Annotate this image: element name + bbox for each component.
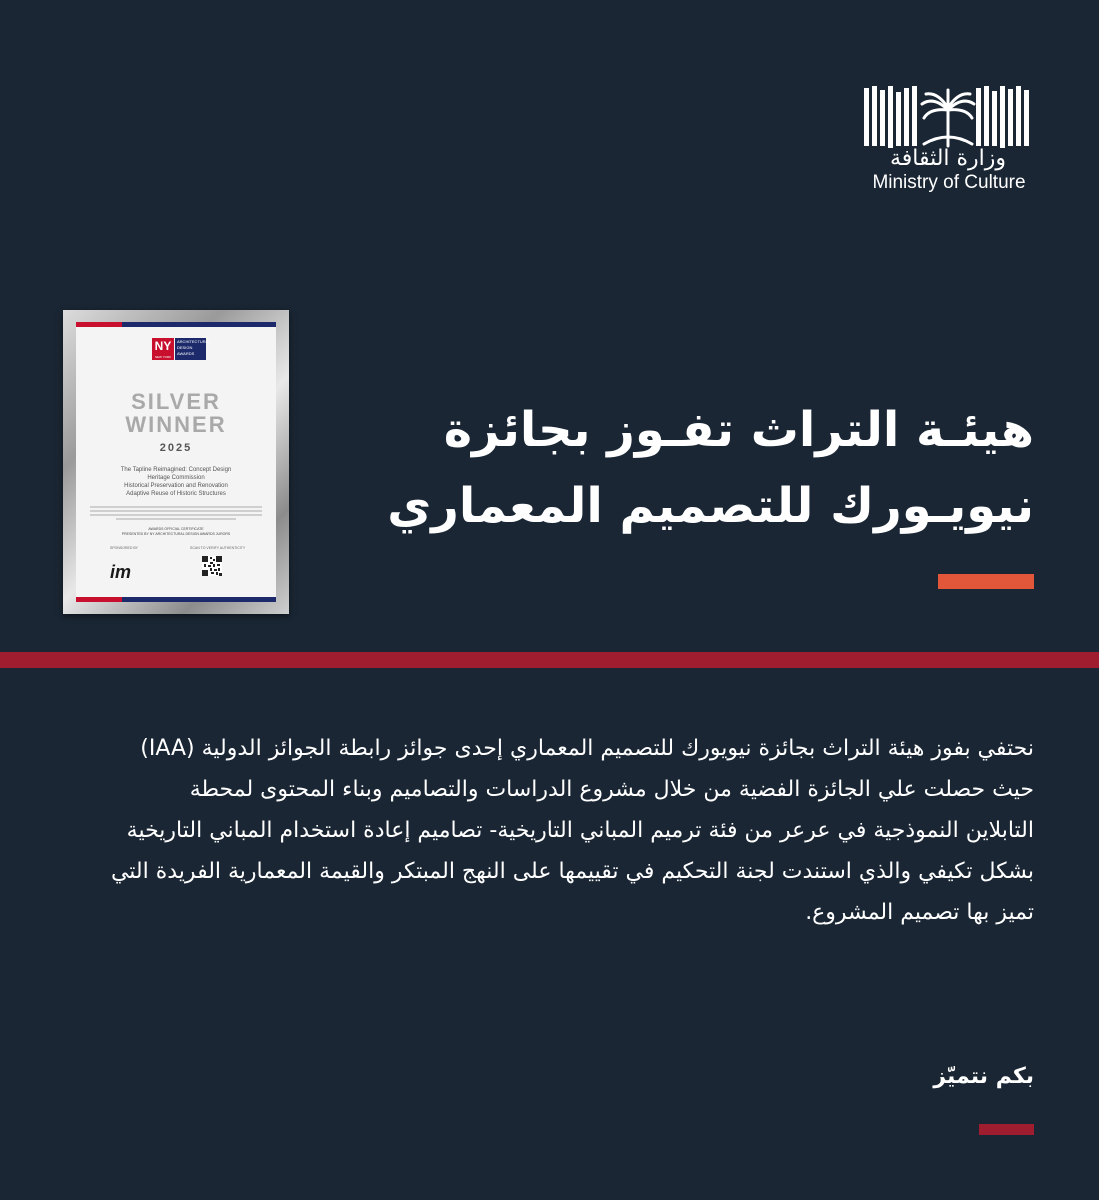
award-line: SILVER: [131, 389, 221, 414]
ny-logo-subtext: NEW YORK: [154, 355, 172, 359]
tagline: بكم نتميّز: [933, 1064, 1034, 1089]
certificate-bottom-stripe: [76, 597, 276, 602]
ministry-logo: [860, 86, 1038, 196]
orange-accent-bar: [938, 574, 1034, 589]
project-line: Heritage Commission: [147, 475, 205, 481]
certificate-frame: [63, 310, 289, 614]
fine-print: [90, 510, 262, 512]
brand-name-arabic: وزارة الثقافة: [889, 146, 1007, 171]
sponsored-label: SPONSORED BY: [110, 546, 139, 550]
certificate: [76, 322, 276, 602]
body-line: نحتفي بفوز هيئة التراث بجائزة نيويورك للتصميم المعماري إحدى جوائز رابطة الجوائز الدولية (IAA): [140, 736, 1034, 761]
award-year: 2025: [159, 442, 193, 454]
ny-logo-badge: [152, 338, 174, 360]
award-line: WINNER: [125, 412, 227, 437]
brand-name-english: Ministry of Culture: [872, 172, 1026, 193]
scan-label: SCAN TO VERIFY AUTHENTICITY: [190, 546, 246, 550]
body-line: حيث حصلت علي الجائزة الفضية من خلال مشروع الدراسات والتصاميم وبناء المحتوى لمحطة: [189, 777, 1034, 802]
red-accent-bar: [979, 1124, 1034, 1135]
body-paragraph: [56, 728, 1034, 933]
ny-logo-letters: NY: [154, 339, 172, 353]
org-name-line: AWARDS: [177, 351, 195, 356]
fine-print: [90, 506, 262, 508]
org-name-line: ARCHITECTURAL: [177, 339, 211, 344]
project-line: The Tapline Reimagined: Concept Design: [120, 467, 232, 473]
palm-bars-logo-icon: [864, 86, 1034, 148]
qr-code-icon: [202, 556, 222, 576]
body-line: التابلاين النموذجية في عرعر من فئة ترميم المباني التاريخية- تصاميم إعادة استخدام المباني التاريخية: [126, 818, 1034, 843]
fine-print: [90, 514, 262, 516]
project-line: Adaptive Reuse of Historic Structures: [126, 491, 226, 497]
body-line: تميز بها تصميم المشروع.: [805, 900, 1034, 925]
body-line: بشكل تكيفي والذي استندت لجنة التحكيم في تقييمها على النهج المبتكر والقيمة المعمارية الفريدة التي: [110, 859, 1034, 884]
org-name-line: DESIGN: [177, 345, 193, 350]
sponsor-logo: im: [110, 562, 132, 582]
caption-line: AWARDS OFFICIAL CERTIFICATE: [148, 527, 204, 531]
certificate-top-stripe: [76, 322, 276, 327]
certificate-caption: [76, 527, 276, 537]
headline-line-2: نيويـورك للتصميم المعماري: [387, 478, 1034, 534]
headline: [380, 392, 1034, 544]
caption-line: PRESENTED BY NY ARCHITECTURAL DESIGN AWARDS JURORS: [121, 532, 231, 536]
headline-line-1: هيئـة التراث تفـوز بجائزة: [443, 402, 1034, 458]
ny-logo-text: [175, 338, 211, 360]
red-divider-bar: [0, 652, 1099, 668]
project-details: [76, 466, 276, 498]
project-line: Historical Preservation and Renovation: [124, 483, 228, 489]
fine-print: [116, 518, 236, 520]
award-title: [76, 390, 276, 436]
ny-awards-logo: [152, 338, 211, 360]
